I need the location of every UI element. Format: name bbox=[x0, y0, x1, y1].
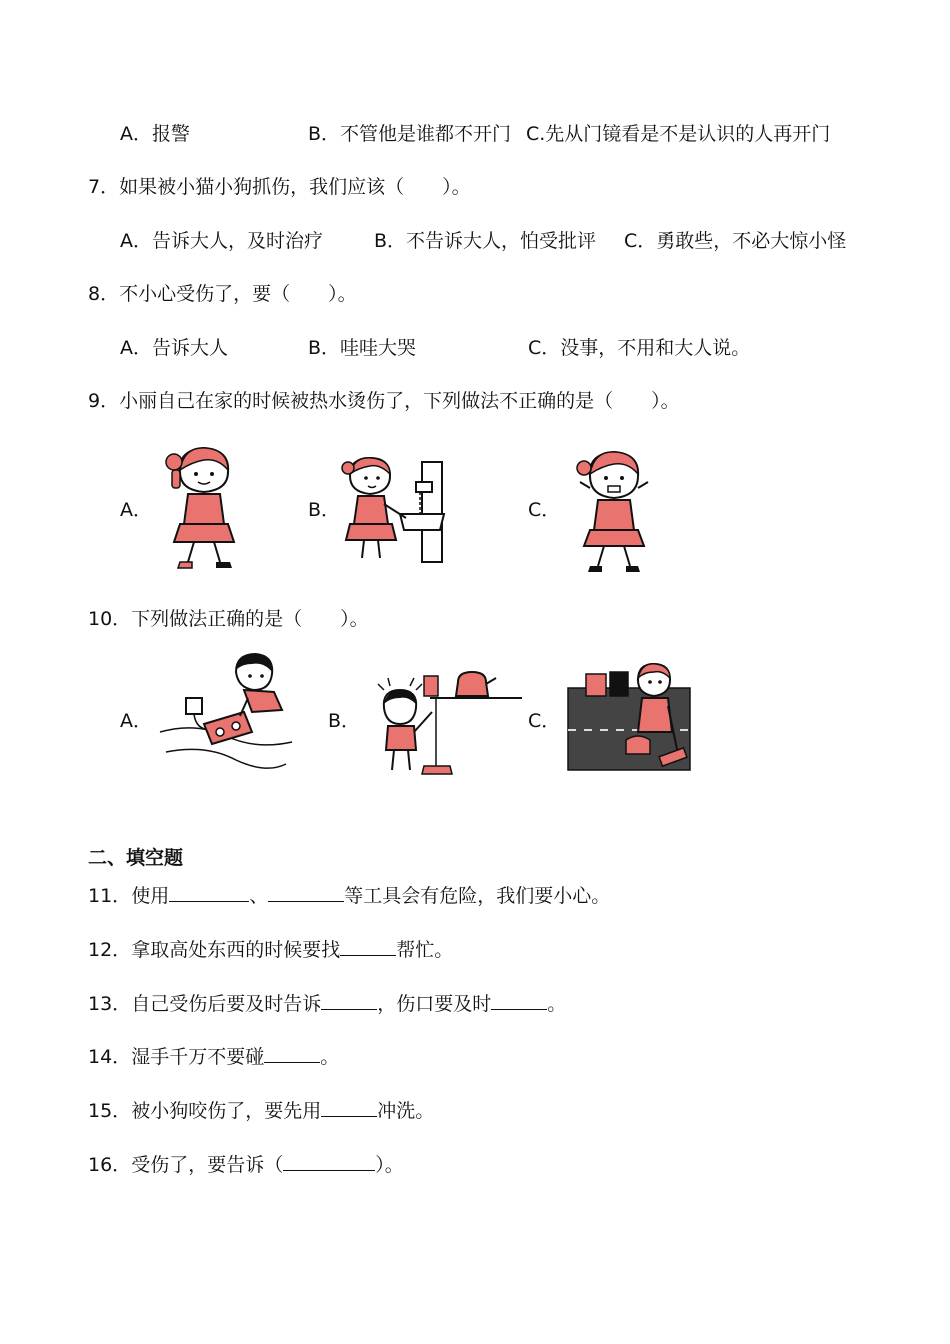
q14-line bbox=[88, 1042, 339, 1070]
q7-option-a: A．告诉大人，及时治疗 bbox=[120, 230, 323, 252]
q12-number: 12． bbox=[88, 939, 132, 961]
q13-line bbox=[88, 989, 566, 1017]
q10-picture-child-kettle bbox=[374, 668, 522, 780]
q12-text-1: 拿取高处东西的时候要找 bbox=[131, 939, 341, 961]
q7-option-b: B．不告诉大人，怕受批评 bbox=[374, 230, 597, 252]
q16-text-1: 受伤了，要告诉（ bbox=[131, 1154, 284, 1176]
q16-text-2: ）。 bbox=[375, 1154, 404, 1176]
q7-stem: 7．如果被小猫小狗抓伤，我们应该（ ）。 bbox=[88, 176, 471, 198]
q9-picture-girl-water-tap bbox=[340, 452, 450, 564]
q11-blank-2[interactable] bbox=[268, 881, 344, 902]
q12-blank[interactable] bbox=[340, 935, 396, 956]
q10-picture-girl-tidy-toys bbox=[566, 660, 692, 772]
q14-blank[interactable] bbox=[264, 1042, 320, 1063]
q13-text-1: 自己受伤后要及时告诉 bbox=[131, 993, 322, 1015]
q14-number: 14． bbox=[88, 1046, 132, 1068]
q11-number: 11． bbox=[88, 885, 132, 907]
q13-blank-1[interactable] bbox=[321, 989, 377, 1010]
q9-option-b-label: B． bbox=[308, 499, 341, 521]
q8-stem: 8．不小心受伤了，要（ ）。 bbox=[88, 283, 357, 305]
q10-stem: 10．下列做法正确的是（ ）。 bbox=[88, 608, 369, 630]
q7-option-c: C．勇敢些，不必大惊小怪 bbox=[624, 230, 847, 252]
q15-text-1: 被小狗咬伤了，要先用 bbox=[131, 1100, 322, 1122]
q14-text-1: 湿手千万不要碰 bbox=[131, 1046, 265, 1068]
q10-picture-girl-electric-stove bbox=[156, 652, 296, 780]
q13-number: 13． bbox=[88, 993, 132, 1015]
q11-line bbox=[88, 881, 610, 909]
q6-option-a: A．报警 bbox=[120, 123, 190, 145]
q15-text-2: 冲洗。 bbox=[377, 1100, 435, 1122]
q8-option-b: B．哇哇大哭 bbox=[308, 337, 417, 359]
q12-line bbox=[88, 935, 453, 963]
q13-text-3: 。 bbox=[547, 993, 567, 1015]
q15-blank[interactable] bbox=[321, 1096, 377, 1117]
q9-option-c-label: C． bbox=[528, 499, 561, 521]
q15-line bbox=[88, 1096, 434, 1124]
q11-text-1: 使用 bbox=[131, 885, 170, 907]
q10-option-a-label: A． bbox=[120, 710, 152, 732]
q9-picture-girl-touching-face bbox=[566, 446, 662, 576]
q14-text-2: 。 bbox=[320, 1046, 340, 1068]
q9-option-a-label: A． bbox=[120, 499, 152, 521]
q13-text-2: ，伤口要及时 bbox=[377, 993, 492, 1015]
q15-number: 15． bbox=[88, 1100, 132, 1122]
q13-blank-2[interactable] bbox=[491, 989, 547, 1010]
q12-text-2: 帮忙。 bbox=[396, 939, 454, 961]
q10-option-b-label: B． bbox=[328, 710, 361, 732]
q6-option-c: C.先从门镜看是不是认识的人再开门 bbox=[526, 123, 831, 145]
q10-option-c-label: C． bbox=[528, 710, 561, 732]
q16-number: 16． bbox=[88, 1154, 132, 1176]
q16-line bbox=[88, 1150, 404, 1178]
q6-option-b: B．不管他是谁都不开门 bbox=[308, 123, 512, 145]
q9-stem: 9．小丽自己在家的时候被热水烫伤了，下列做法不正确的是（ ）。 bbox=[88, 390, 680, 412]
q8-option-c: C．没事，不用和大人说。 bbox=[528, 337, 751, 359]
q11-text-2: 、 bbox=[249, 885, 269, 907]
q8-option-a: A．告诉大人 bbox=[120, 337, 228, 359]
q11-blank-1[interactable] bbox=[169, 881, 249, 902]
section-title-fill-in: 二、填空题 bbox=[88, 847, 184, 869]
q9-picture-girl-phone bbox=[158, 442, 250, 574]
q16-blank[interactable] bbox=[283, 1150, 375, 1171]
q11-text-3: 等工具会有危险，我们要小心。 bbox=[344, 885, 611, 907]
